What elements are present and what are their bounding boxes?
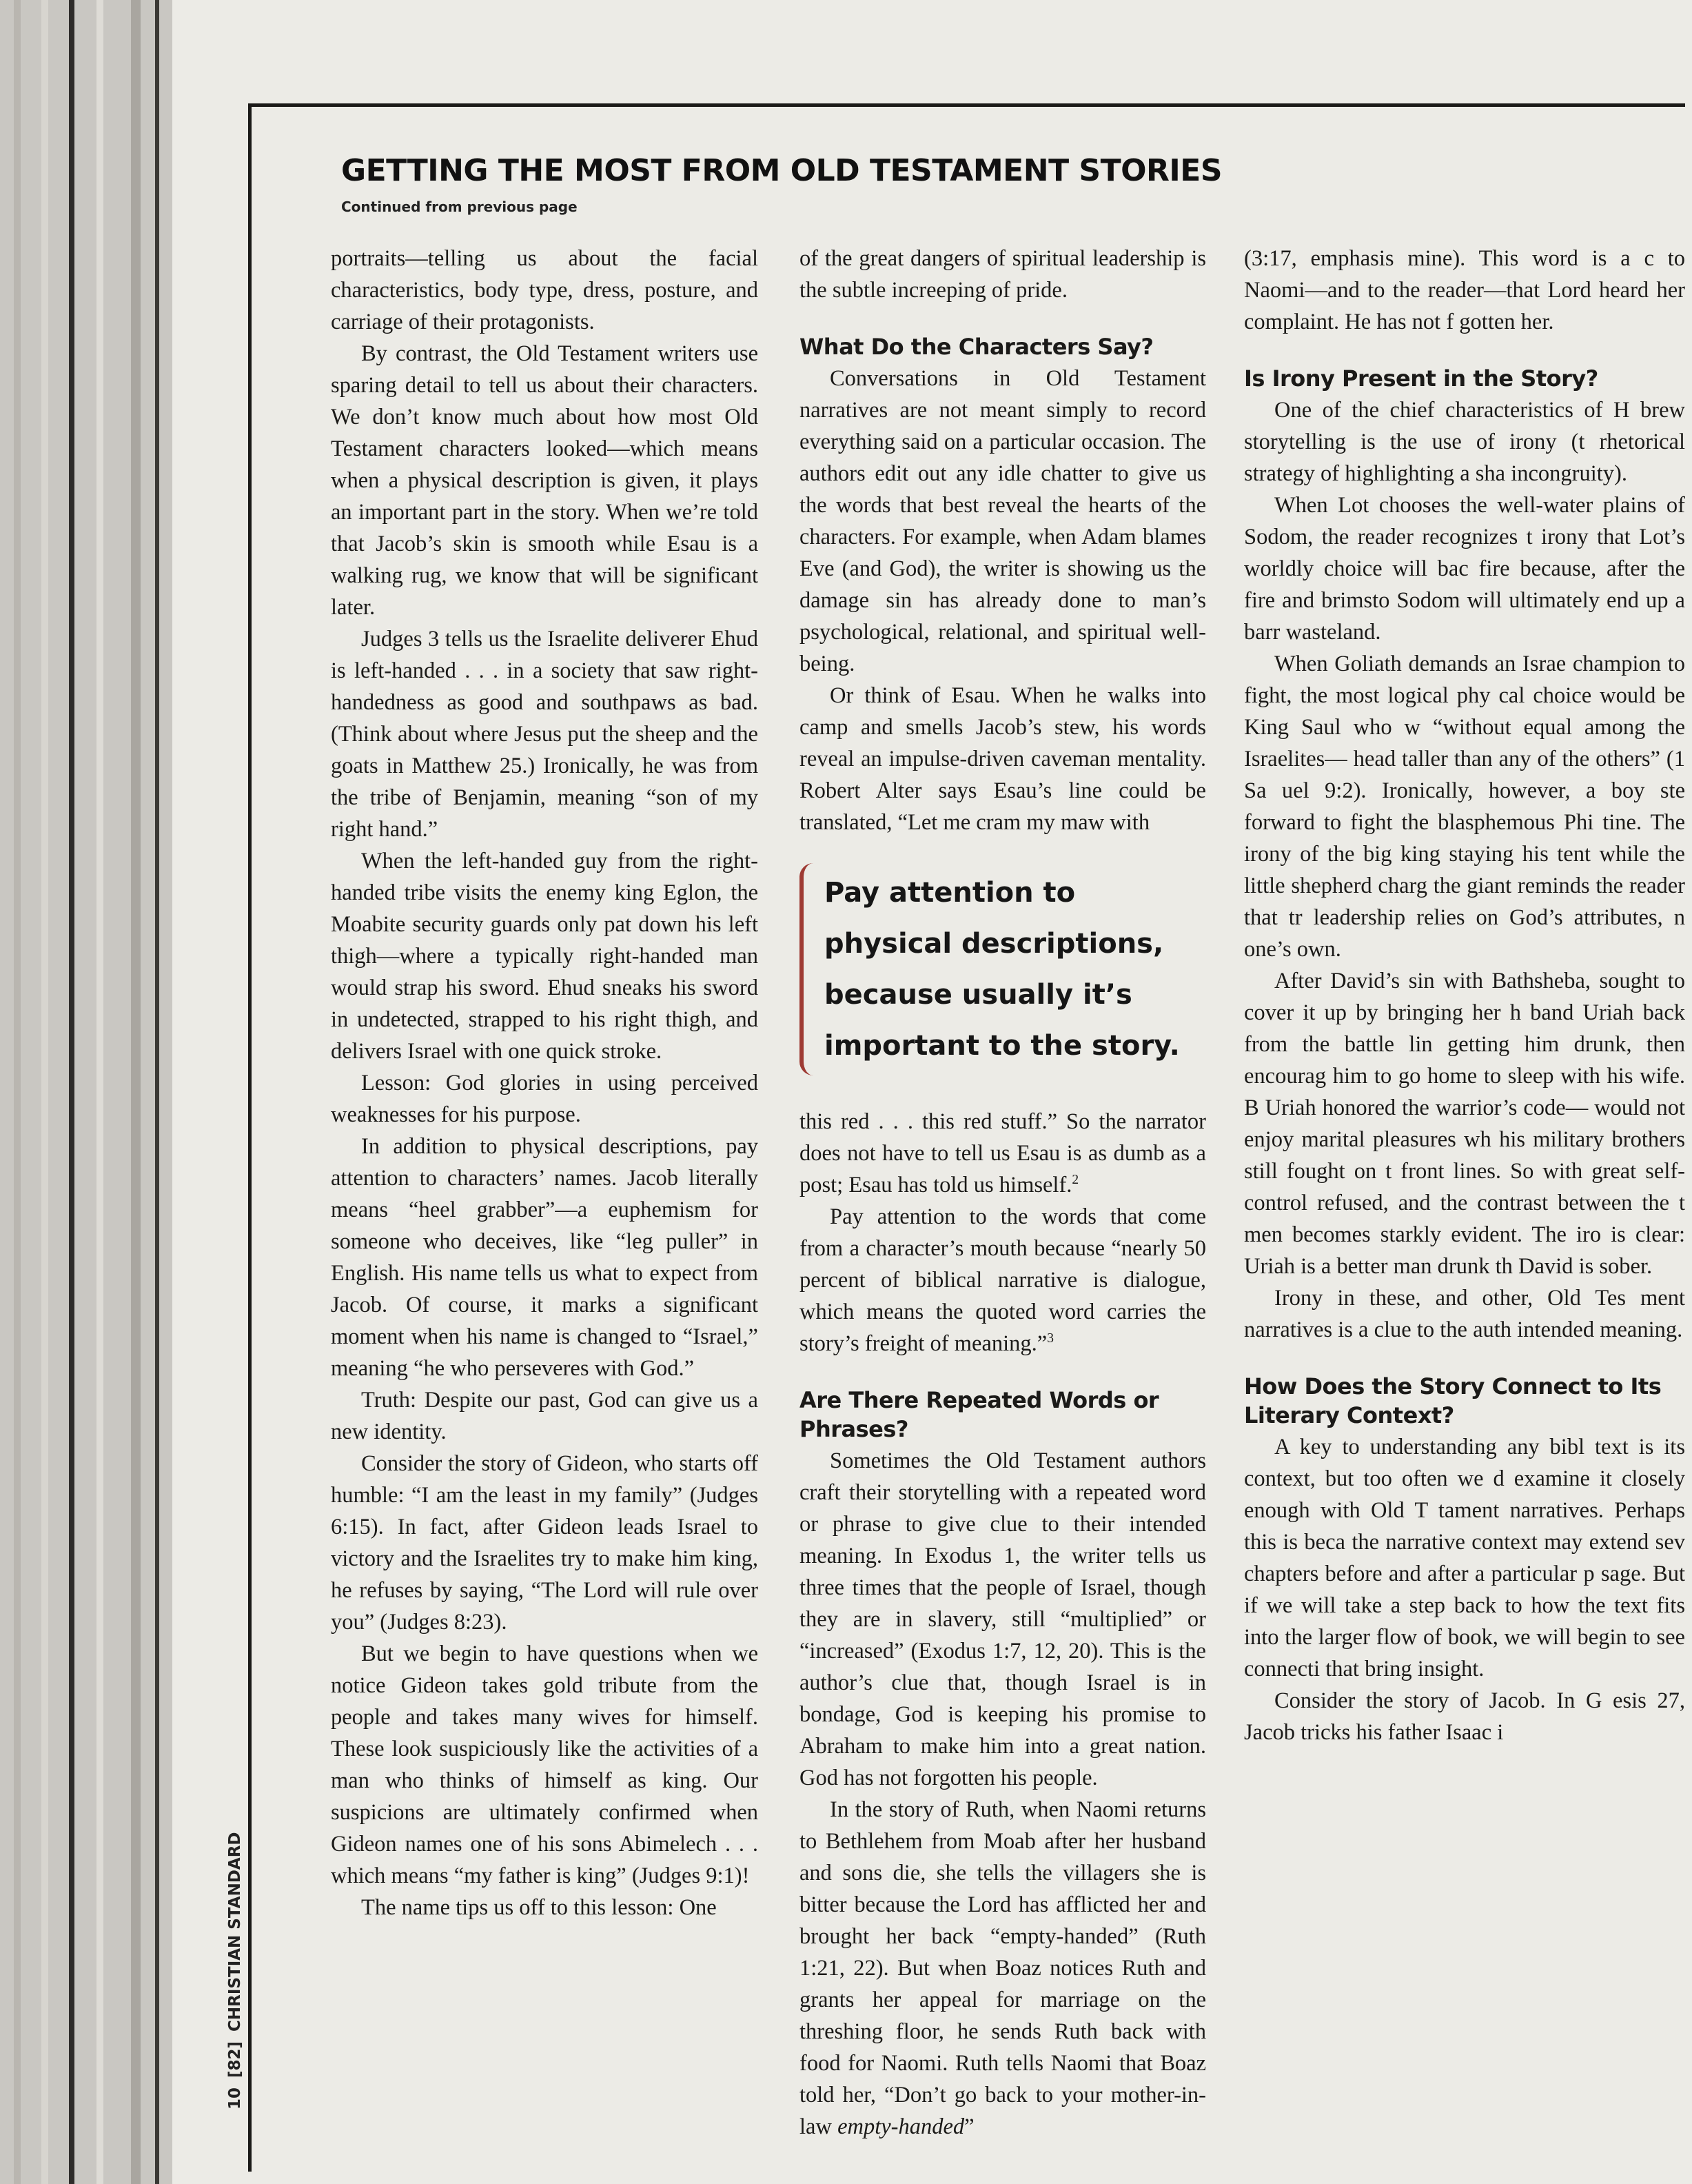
publication-name: CHRISTIAN STANDARD [226,1832,244,2032]
page-number: 10 [226,2087,244,2110]
text-column-3 [1244,243,1685,2118]
paragraph [799,1106,1206,1201]
paragraph: of the great dangers of spiritual leadership is the subtle increeping of pride. [799,246,1206,303]
text-column-2 [799,243,1206,2139]
text-column-1 [331,243,758,2118]
paragraph: Or think of Esau. When he walks into camp and smells Jacob’s stew, his words reveal an impulse-driven caveman mentality. Robert Alter says Esau’s line could be translated, “Let me cram my maw with [799,683,1206,835]
paragraph: (3:17, emphasis mine). This word is a c to Naomi—and to the reader—that Lord heard her complaint. He has not f gotten her. [1244,246,1685,334]
paragraph: Irony in these, and other, Old Tes ment narratives is a clue to the auth intended meaning. [1244,1286,1685,1342]
paragraph: Consider the story of Gideon, who starts off humble: “I am the least in my family” (Judges 6:15). In fact, after Gideon leads Israel to victory and the Israelites try to make him king, he refuses by saying, “The Lord will rule over you” (Judges 8:23). [331,1451,758,1635]
paragraph: By contrast, the Old Testament writers use sparing detail to tell us about their characters. We don’t know much about how most Old Testament characters looked—which means when a physical description is given, it plays an important part in the story. When we’re told that Jacob’s skin is smooth while Esau is a walking rug, we know that will be significant later. [331,341,758,620]
paragraph: In addition to physical descriptions, pay attention to characters’ names. Jacob literally means “heel grabber”—a euphemism for someone who deceives, like “leg puller” in English. His name tells us what to expect from Jacob. Of course, it marks a significant moment when his name is changed to “Israel,” meaning “he who perseveres with God.” [331,1134,758,1381]
paragraph: Lesson: God glories in using perceived weaknesses for his purpose. [331,1071,758,1127]
paragraph: portraits—telling us about the facial characteristics, body type, dress, posture, and carriage of their protagonists. [331,246,758,334]
paragraph-text: In the story of Ruth, when Naomi returns to Bethlehem from Moab after her husband and sons die, she tells the villagers she is bitter because the Lord has afflicted her and brought her back “empty-handed” (Ruth 1:21, 22). But when Boaz notices Ruth and grants her appeal for marriage on the threshing floor, he sends Ruth back with food for Naomi. Ruth tells Naomi that Boaz told her, “Don’t go back to your mother-in-law [799,1797,1206,2139]
section-heading: What Do the Characters Say? [799,334,1154,360]
paragraph: When the left-handed guy from the right-handed tribe visits the enemy king Eglon, the Moabite security guards only pat down his left thigh—where a typically right-handed man would strap his sword. Ehud sneaks his sword in undetected, strapped to his right thigh, and delivers Israel with one quick stroke. [331,849,758,1064]
article-title: GETTING THE MOST FROM OLD TESTAMENT STORIES [341,153,1223,188]
paragraph [799,1201,1206,1359]
paragraph [799,1794,1206,2143]
footnote-marker: 2 [1072,1173,1079,1188]
paragraph: Consider the story of Jacob. In G esis 27, Jacob tricks his father Isaac i [1244,1688,1685,1745]
paragraph: One of the chief characteristics of H brew storytelling is the use of irony (t rhetorical strategy of highlighting a sha incongruity). [1244,398,1685,486]
continued-note: Continued from previous page [341,199,578,215]
page-footer [226,1822,244,2110]
paragraph: The name tips us off to this lesson: One [361,1895,717,1920]
section-heading: Is Irony Present in the Story? [1244,365,1598,392]
pull-quote: Pay attention to physical descriptions, because usually it’s important to the story. [799,863,1206,1075]
paragraph: Sometimes the Old Testament authors craft their storytelling with a repeated word or phrase to give clue to their intended meaning. In Exodus 1, the writer tells us three times that the people of Israel, though they are in slavery, still “multiplied” or “increased” (Exodus 1:7, 12, 20). This is the author’s clue that, though Israel is in bondage, God is keeping his promise to Abraham to make him into a great nation. God has not forgotten his people. [799,1448,1206,1790]
section-heading: How Does the Story Connect to Its Literary Context? [1244,1373,1662,1428]
paragraph: Conversations in Old Testament narratives are not meant simply to record everything said on a particular occasion. The authors edit out any idle chatter to give us the words that best reveal the hearts of the characters. For example, when Adam blames Eve (and God), the writer is showing us the damage sin has already done to man’s psychological, relational, and spiritual well-being. [799,366,1206,676]
issue-number: [82] [226,2041,244,2078]
paragraph: A key to understanding any bibl text is its context, but too often we d examine it closely enough with Old T tament narratives. Perhaps this is beca the narrative context may extend sev chapters before and after a particular p sage. But if we will take a step back to how the text fits into the larger flow of book, we will begin to see connecti that bring insight. [1244,1435,1685,1681]
paragraph-text: ” [964,2114,975,2139]
footnote-marker: 3 [1047,1331,1054,1346]
paragraph: But we begin to have questions when we notice Gideon takes gold tribute from the people and takes many wives for himself. These look suspiciously like the activities of a man who thinks of himself as king. Our suspicions are ultimately confirmed when Gideon names one of his sons Abimelech . . . which means “my father is king” (Judges 9:1)! [331,1641,758,1888]
paragraph: Judges 3 tells us the Israelite deliverer Ehud is left-handed . . . in a society that saw right-handedness as good and southpaws as bad. (Think about where Jesus put the sheep and the goats in Matthew 25.) Ironically, he was from the tribe of Benjamin, meaning “son of my right hand.” [331,627,758,842]
paragraph: When Goliath demands an Israe champion to fight, the most logical phy cal choice would be King Saul who w “without equal among the Israelites— head taller than any of the others” (1 Sa uel 9:2). Ironically, however, a boy ste forward to fight the blasphemous Phi tine. The irony of the big king staying his tent while the little shepherd charg the giant reminds the reader that tr leadership relies on God’s attributes, n one’s own. [1244,651,1685,962]
paragraph: After David’s sin with Bathsheba, sought to cover it up by bringing her h band Uriah back from the battle lin getting him drunk, then encourag him to go home to sleep with his wife. B Uriah honored the warrior’s code— would not enjoy marital pleasures wh his military brothers still fought on t front lines. So with great self-control refused, and the contrast between the t men becomes starkly evident. The iro is clear: Uriah is a better man drunk th David is sober. [1244,969,1685,1279]
page-stack-edges [0,0,172,2184]
paragraph-text: Pay attention to the words that come from a character’s mouth because “nearly 50 percent of biblical narrative is dialogue, which means the quoted word carries the story’s freight of meaning.” [799,1204,1206,1356]
paragraph-text: this red . . . this red stuff.” So the narrator does not have to tell us Esau is as dumb as a post; Esau has told us himself. [799,1109,1206,1197]
emphasis-text: empty-handed [837,2114,965,2139]
section-heading: Are There Repeated Words or Phrases? [799,1387,1159,1442]
paragraph: Truth: Despite our past, God can give us a new identity. [331,1388,758,1444]
paragraph: When Lot chooses the well-water plains of Sodom, the reader recognizes t irony that Lot’s worldly choice will bac fire because, after the fire and brimsto Sodom will ultimately end up a barr wasteland. [1244,493,1685,645]
